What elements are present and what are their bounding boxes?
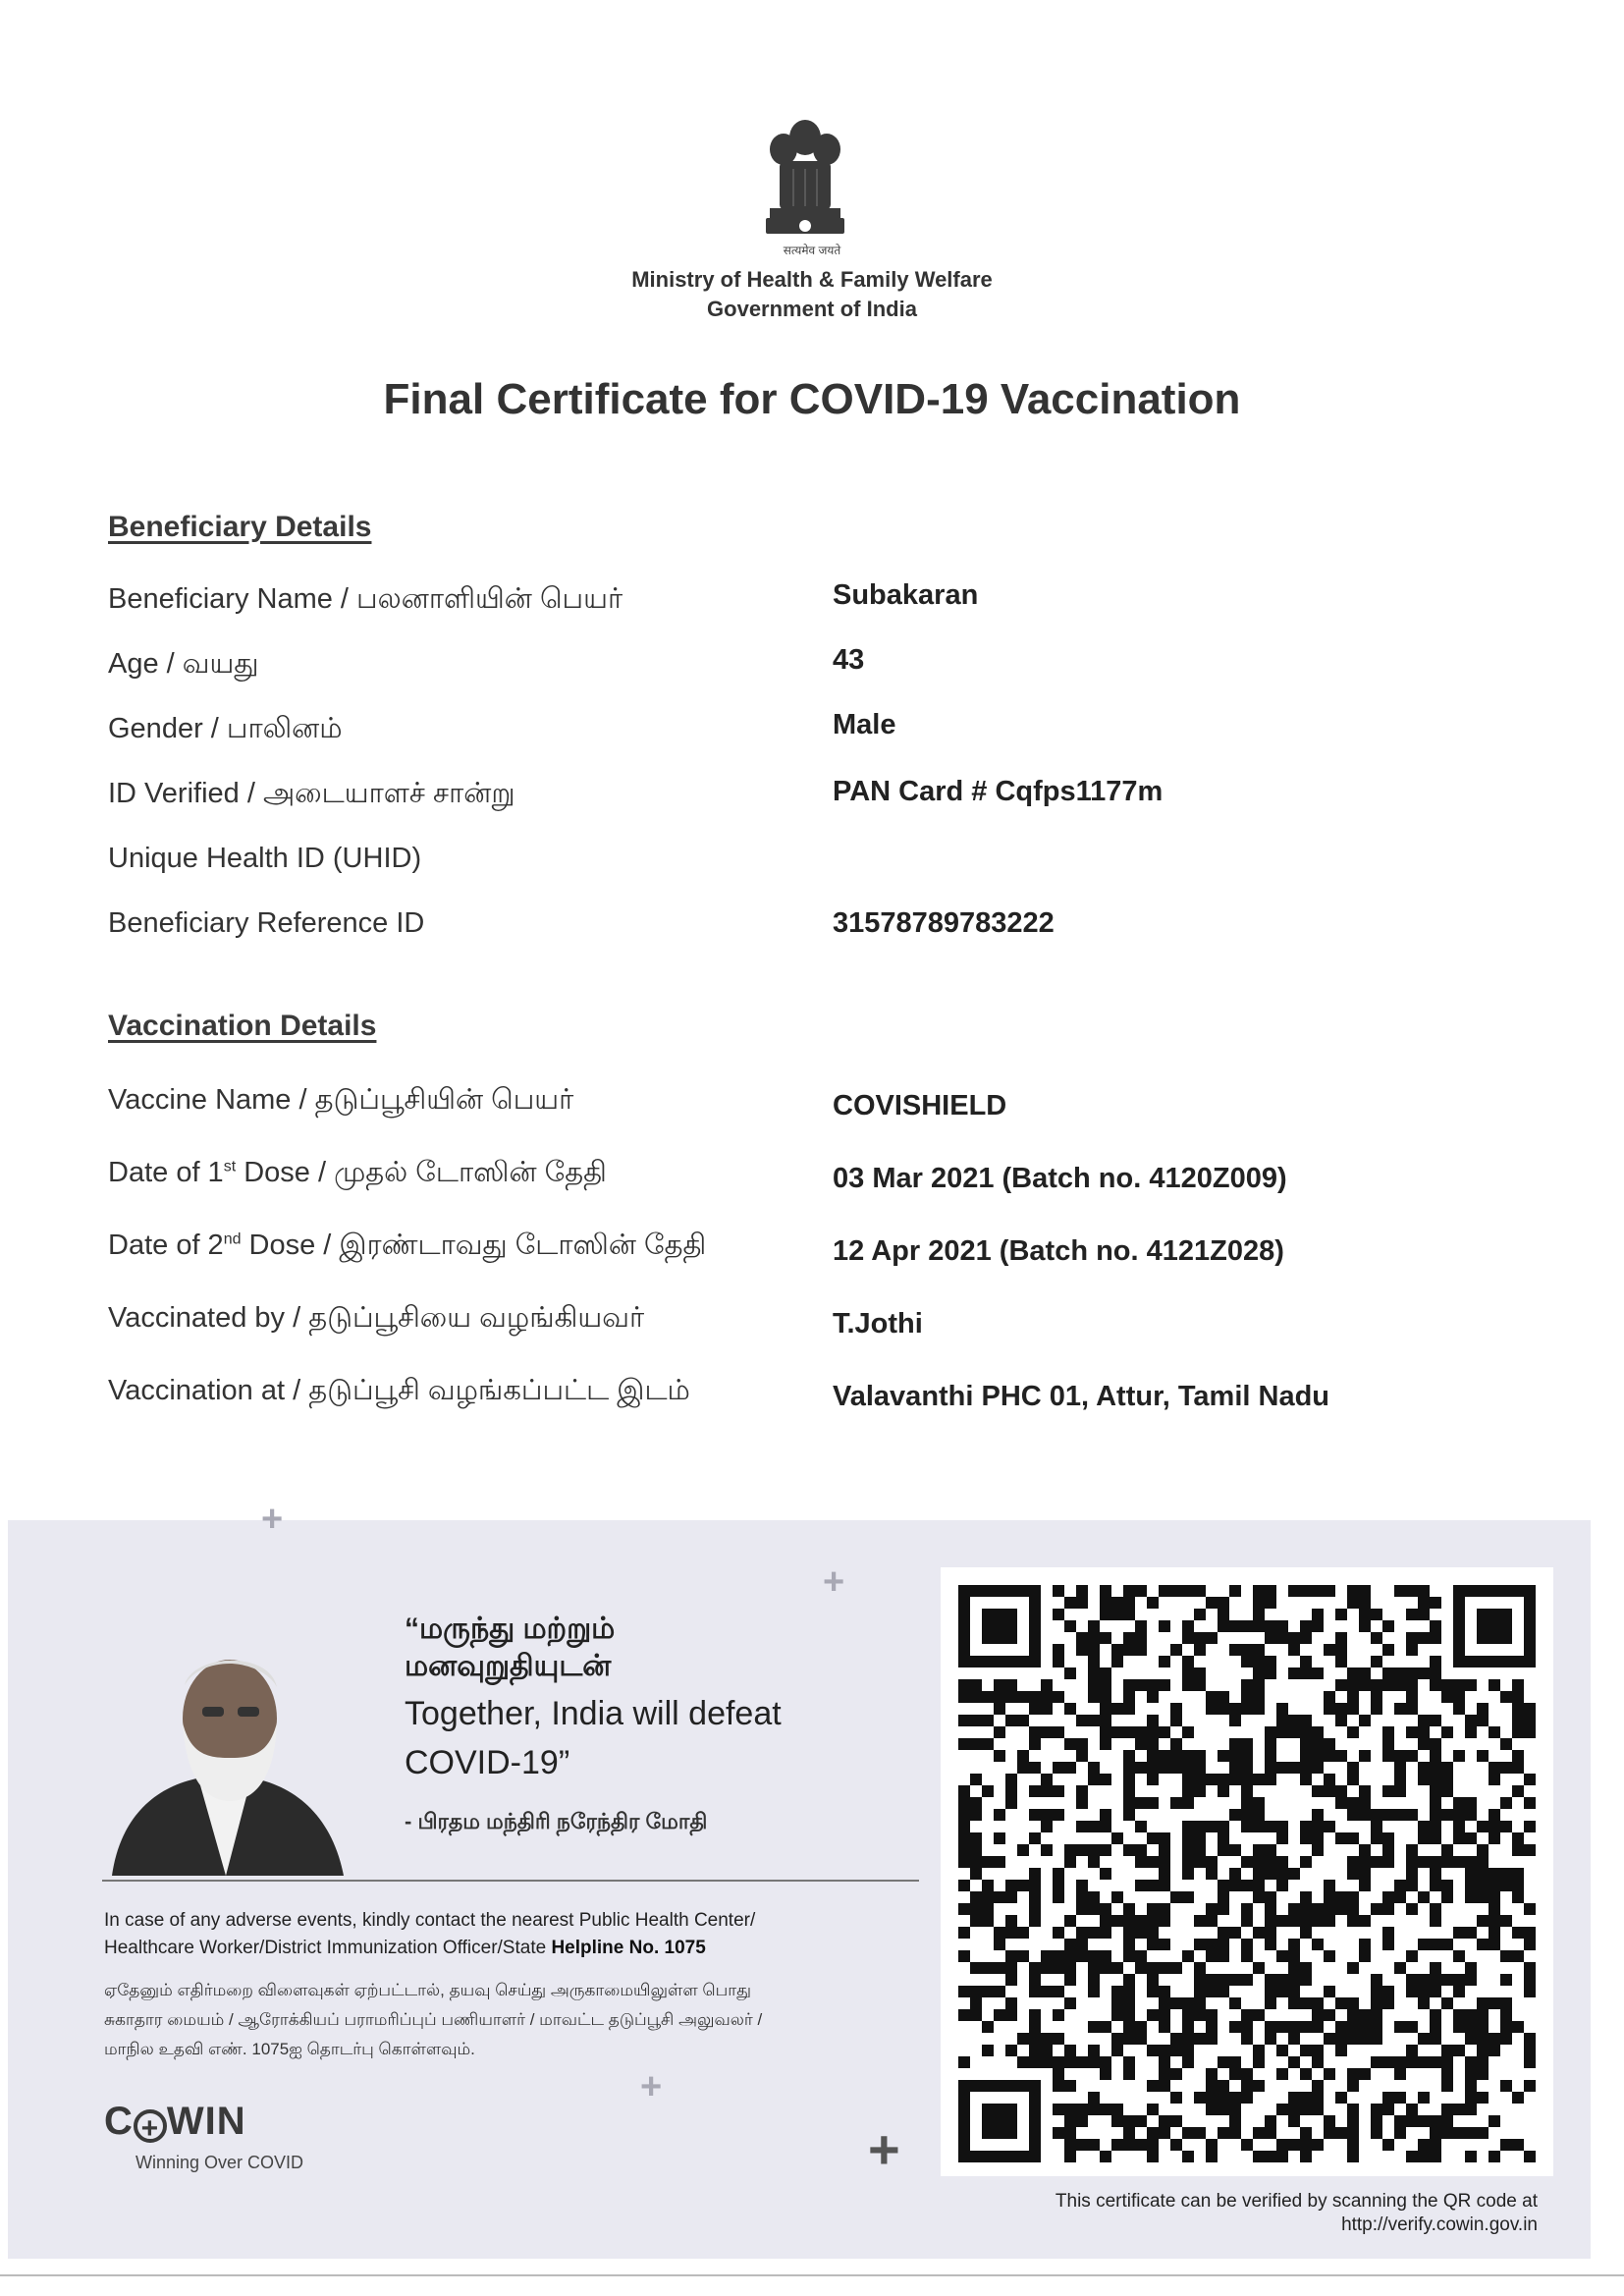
quote-tamil: “மருந்து மற்றும் மனவுறுதியுடன் <box>405 1613 616 1682</box>
qr-code-graphic <box>958 1585 1536 2162</box>
age-value: 43 <box>833 644 865 676</box>
dose2-value: 12 Apr 2021 (Batch no. 4121Z028) <box>833 1235 1284 1267</box>
vaccinated-by-value: T.Jothi <box>833 1308 923 1339</box>
helpline-number: Helpline No. 1075 <box>551 1938 706 1958</box>
reference-id-label: Beneficiary Reference ID <box>108 907 425 939</box>
government-name: Government of India <box>707 297 917 321</box>
national-emblem-icon <box>754 110 856 257</box>
quote-english: Together, India will defeat COVID-19” <box>405 1695 782 1781</box>
uhid-label: Unique Health ID (UHID) <box>108 843 422 874</box>
id-verified-value: PAN Card # Cqfps1177m <box>833 776 1164 807</box>
id-verified-label: ID Verified / அடையாளச் சான்று <box>108 778 515 809</box>
vaccinated-at-label: Vaccination at / தடுப்பூசி வழங்கப்பட்ட இடம் <box>108 1375 690 1406</box>
cowin-logo: C + WIN <box>104 2100 246 2145</box>
dose1-label: Date of 1st Dose / முதல் டோஸின் தேதி <box>108 1157 607 1188</box>
beneficiary-name-label: Beneficiary Name / பலனாளியின் பெயர் <box>108 583 623 615</box>
dose2-label: Date of 2nd Dose / இரண்டாவது டோஸின் தேதி <box>108 1230 707 1261</box>
portrait-image <box>102 1628 350 1876</box>
certificate-title: Final Certificate for COVID-19 Vaccination <box>383 375 1241 423</box>
gender-label: Gender / பாலினம் <box>108 713 343 744</box>
cowin-plus-icon: + <box>134 2109 167 2143</box>
vaccinated-by-label: Vaccinated by / தடுப்பூசியை வழங்கியவர் <box>108 1302 645 1334</box>
plus-icon: + <box>640 2066 663 2107</box>
vaccine-name-value: COVISHIELD <box>833 1090 1007 1121</box>
page-bottom-rule <box>0 2274 1624 2276</box>
vaccinated-at-value: Valavanthi PHC 01, Attur, Tamil Nadu <box>833 1381 1330 1412</box>
beneficiary-name-value: Subakaran <box>833 579 979 611</box>
verify-note: This certificate can be verified by scanning the QR code at http://verify.cowin.gov.in <box>943 2190 1538 2237</box>
gender-value: Male <box>833 709 896 740</box>
beneficiary-details-heading: Beneficiary Details <box>108 511 372 543</box>
emblem-motto: सत्यमेव जयते <box>783 244 841 257</box>
advisory-english: In case of any adverse events, kindly contact the nearest Public Health Center/ Healthcare Worker/District Immunization Officer/State Helpline No. 1075 <box>104 1910 756 1958</box>
quote-attribution: - பிரதம மந்திரி நரேந்திர மோதி <box>405 1809 708 1833</box>
verify-url: http://verify.cowin.gov.in <box>1341 2214 1538 2235</box>
vaccination-details-heading: Vaccination Details <box>108 1010 377 1042</box>
banner-divider <box>102 1880 919 1882</box>
age-label: Age / வயது <box>108 648 259 680</box>
plus-icon: + <box>868 2118 900 2180</box>
ministry-name: Ministry of Health & Family Welfare <box>631 267 993 292</box>
plus-icon: + <box>823 1561 845 1603</box>
advisory-tamil: ஏதேனும் எதிர்மறை விளைவுகள் ஏற்பட்டால், தயவு செய்து அருகாமையிலுள்ள பொது சுகாதார மையம் / ஆரோக்கியப் பராமரிப்புப் பணியாளர் / மாவட்ட தடுப்பூசி அலுவலர் / மாநில உதவி எண். 1075ஐ தொடர்பு கொள்ளவும். <box>104 1981 763 2058</box>
qr-code[interactable] <box>941 1567 1553 2176</box>
reference-id-value: 31578789783222 <box>833 907 1055 939</box>
plus-icon: + <box>261 1499 284 1540</box>
dose1-value: 03 Mar 2021 (Batch no. 4120Z009) <box>833 1163 1287 1194</box>
cowin-tagline: Winning Over COVID <box>135 2153 304 2172</box>
vaccine-name-label: Vaccine Name / தடுப்பூசியின் பெயர் <box>108 1084 574 1116</box>
